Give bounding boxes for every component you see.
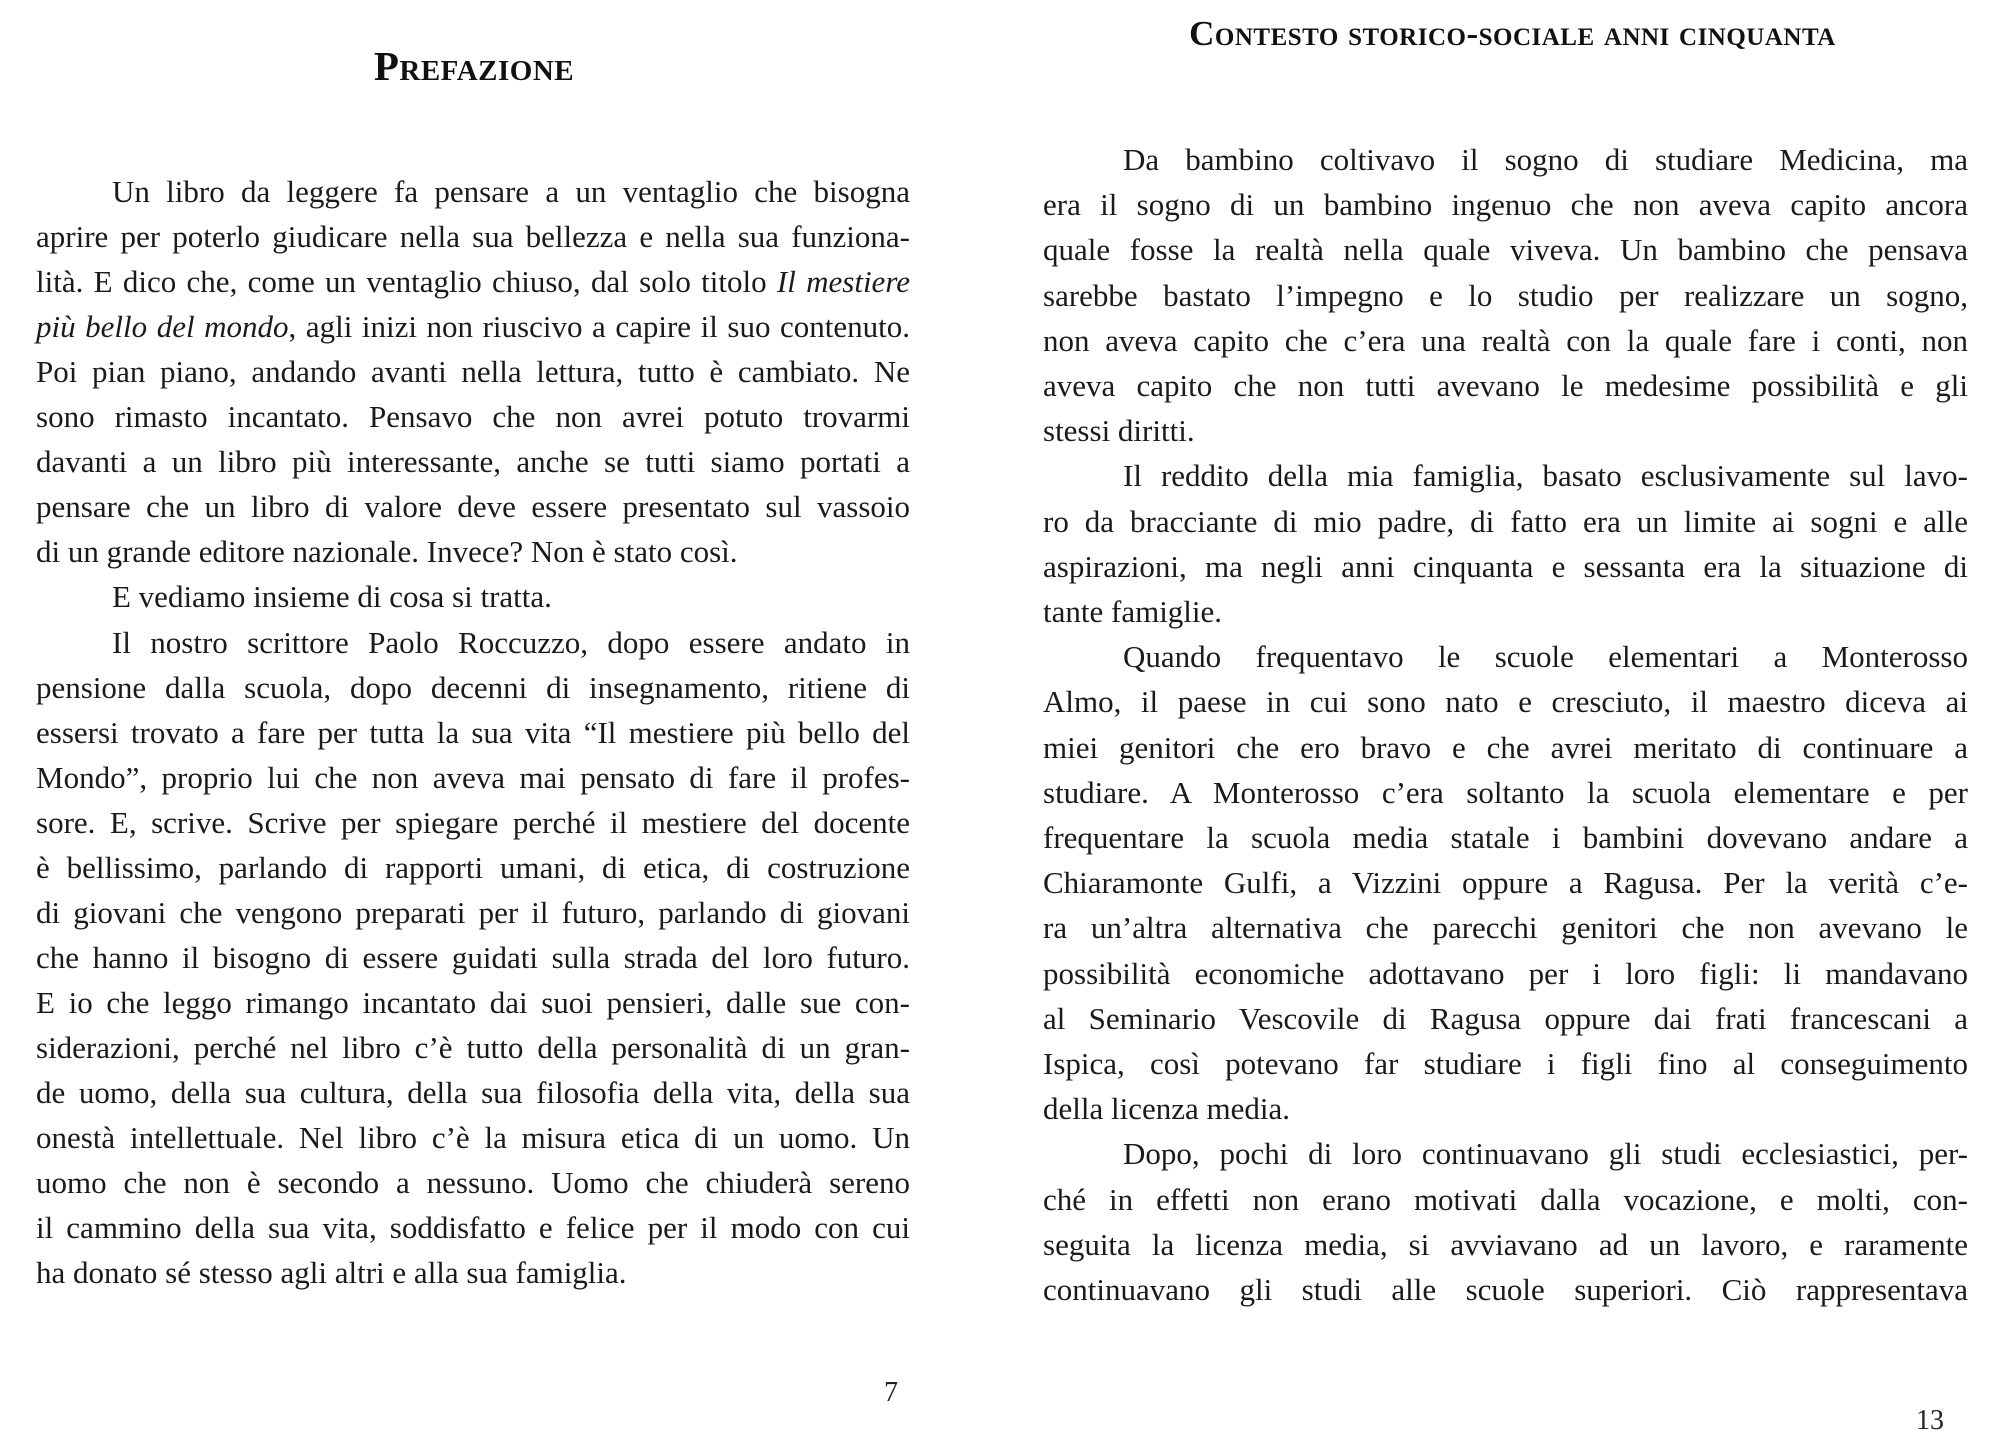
text-line xyxy=(36,893,910,933)
text-line-content: possibilità economiche adottavano per i loro figli: li mandavano xyxy=(1043,955,1968,991)
text-line xyxy=(1043,1089,1968,1129)
text-line xyxy=(36,713,910,753)
text-line xyxy=(36,397,910,437)
text-line xyxy=(36,1163,910,1203)
text-line xyxy=(36,262,910,302)
text-line xyxy=(1043,592,1968,632)
text-line-content: frequentare la scuola media statale i bambini dovevano andare a xyxy=(1043,820,1968,855)
text-line xyxy=(36,217,910,257)
chapter-heading-prefazione: Prefazione xyxy=(373,43,575,89)
text-line-content: seguita la licenza media, si avviavano ad un lavoro, e raramente xyxy=(1043,1226,1968,1262)
text-line-content: Poi pian piano, andando avanti nella lettura, tutto è cambiato. Ne xyxy=(36,354,910,390)
text-line-content: aprire per poterlo giudicare nella sua bellezza e nella sua funziona- xyxy=(36,219,910,255)
text-line xyxy=(1123,1134,1968,1174)
text-line xyxy=(1043,366,1968,406)
text-line-content: ra un’altra alternativa che parecchi genitori che non avevano le xyxy=(1043,910,1968,946)
text-line-content: Il reddito della mia famiglia, basato esclusivamente sul lavo- xyxy=(1123,458,1968,494)
text-line-content: aveva capito che non tutti avevano le medesime possibilità e gli xyxy=(1043,368,1968,403)
text-line-content: di giovani che vengono preparati per il futuro, parlando di giovani xyxy=(36,894,910,930)
text-line xyxy=(1043,547,1968,587)
text-line xyxy=(36,1118,910,1158)
text-line-content: Almo, il paese in cui sono nato e cresciuto, il maestro diceva ai xyxy=(1043,684,1968,720)
text-line-content: essersi trovato a fare per tutta la sua vita “Il mestiere più bello del xyxy=(36,714,910,750)
page-number-left: 7 xyxy=(884,1377,898,1408)
text-line-content: miei genitori che ero bravo e che avrei meritato di continuare a xyxy=(1043,729,1968,765)
text-line xyxy=(1043,773,1968,813)
text-line xyxy=(36,668,910,708)
text-line xyxy=(1043,1270,1968,1310)
text-line-content: Chiaramonte Gulfi, a Vizzini oppure a Ragusa. Per la verità c’e- xyxy=(1043,865,1968,901)
text-line xyxy=(112,172,910,212)
text-line xyxy=(1043,185,1968,225)
text-line xyxy=(36,1073,910,1113)
text-line xyxy=(1043,863,1968,903)
text-line-content: ché in effetti non erano motivati dalla vocazione, e molti, con- xyxy=(1043,1181,1968,1217)
book-title-italic: più bello del mondo xyxy=(36,309,289,345)
text-line-content: Dopo, pochi di loro continuavano gli studi ecclesiastici, per- xyxy=(1123,1136,1968,1172)
text-line-content: di un grande editore nazionale. Invece? Non è stato così. xyxy=(36,534,738,570)
text-line xyxy=(1043,728,1968,768)
text-line xyxy=(36,307,910,347)
text-line xyxy=(36,758,910,798)
text-line xyxy=(36,532,910,572)
text-line-content: non aveva capito che c’era una realtà con la quale fare i conti, non xyxy=(1043,322,1968,358)
text-line-content: Quando frequentavo le scuole elementari a Monterosso xyxy=(1123,639,1968,675)
text-line-content: Il nostro scrittore Paolo Roccuzzo, dopo essere andato in xyxy=(112,624,910,660)
text-line xyxy=(36,1208,910,1248)
text-line-content: uomo che non è secondo a nessuno. Uomo che chiuderà sereno xyxy=(36,1165,910,1201)
text-line xyxy=(1043,1225,1968,1265)
text-line xyxy=(1043,908,1968,948)
text-line-content: Ispica, così potevano far studiare i figli fino al conseguimento xyxy=(1043,1046,1968,1081)
text-line-content: E vediamo insieme di cosa si tratta. xyxy=(112,579,552,615)
text-line-content: il cammino della sua vita, soddisfatto e felice per il modo con cui xyxy=(36,1210,910,1246)
text-line xyxy=(112,577,910,617)
text-line xyxy=(1043,1180,1968,1220)
text-line-content: che hanno il bisogno di essere guidati sulla strada del loro futuro. xyxy=(36,939,910,975)
text-line xyxy=(36,1028,910,1068)
text-line-content: lità. E dico che, come un ventaglio chiuso, dal solo titolo xyxy=(36,264,777,300)
text-line-content: E io che leggo rimango incantato dai suoi pensieri, dalle sue con- xyxy=(36,984,910,1020)
text-line xyxy=(36,442,910,482)
text-line xyxy=(1043,321,1968,361)
text-line-content: stessi diritti. xyxy=(1043,413,1195,449)
text-line-content: de uomo, della sua cultura, della sua filosofia della vita, della sua xyxy=(36,1075,910,1110)
text-line xyxy=(1123,140,1968,180)
text-line-content: Da bambino coltivavo il sogno di studiare Medicina, ma xyxy=(1123,142,1968,177)
text-line-content: tante famiglie. xyxy=(1043,594,1223,629)
text-line xyxy=(1043,682,1968,722)
text-line-content: pensione dalla scuola, dopo decenni di insegnamento, ritiene di xyxy=(36,669,910,705)
text-line xyxy=(1043,230,1968,270)
text-line-content: quale fosse la realtà nella quale viveva. Un bambino che pensava xyxy=(1043,232,1968,268)
text-line xyxy=(1043,999,1968,1039)
text-line xyxy=(36,352,910,392)
text-line xyxy=(36,848,910,888)
text-line xyxy=(1123,456,1968,496)
text-line xyxy=(1123,637,1968,677)
text-line xyxy=(36,983,910,1023)
text-line-content: sono rimasto incantato. Pensavo che non avrei potuto trovarmi xyxy=(36,399,910,435)
text-line xyxy=(1043,411,1968,451)
text-line xyxy=(36,938,910,978)
text-line-content: siderazioni, perché nel libro c’è tutto della personalità di un gran- xyxy=(36,1029,910,1065)
text-line-content: al Seminario Vescovile di Ragusa oppure dai frati francescani a xyxy=(1043,1000,1968,1036)
text-line xyxy=(1043,954,1968,994)
text-line xyxy=(1043,502,1968,542)
text-line xyxy=(36,487,910,527)
text-line-content: è bellissimo, parlando di rapporti umani, di etica, di costruzione xyxy=(36,849,910,885)
text-line xyxy=(112,623,910,663)
left-page xyxy=(0,0,1000,1425)
text-line xyxy=(1043,818,1968,858)
page-number-right: 13 xyxy=(1916,1405,1944,1436)
text-line-content: studiare. A Monterosso c’era soltanto la scuola elementare e per xyxy=(1043,774,1968,810)
text-line-content: davanti a un libro più interessante, anche se tutti siamo portati a xyxy=(36,444,910,480)
text-line-content: era il sogno di un bambino ingenuo che non aveva capito ancora xyxy=(1043,187,1968,223)
text-line-content: aspirazioni, ma negli anni cinquanta e sessanta era la situazione di xyxy=(1043,548,1968,584)
text-line-content: onestà intellettuale. Nel libro c’è la misura etica di un uomo. Un xyxy=(36,1120,910,1156)
text-line xyxy=(36,803,910,843)
text-line-content: pensare che un libro di valore deve essere presentato sul vassoio xyxy=(36,489,910,525)
text-line-content: sore. E, scrive. Scrive per spiegare perché il mestiere del docente xyxy=(36,804,910,840)
text-line-content: Un libro da leggere fa pensare a un ventaglio che bisogna xyxy=(112,174,910,209)
text-line-content: ha donato sé stesso agli altri e alla sua famiglia. xyxy=(36,1255,627,1291)
text-line-content: , agli inizi non riuscivo a capire il suo contenuto. xyxy=(288,309,910,345)
chapter-heading-contesto: Contesto storico-sociale anni cinquanta xyxy=(1189,14,1836,53)
text-line xyxy=(36,1253,910,1293)
text-line-content: ro da bracciante di mio padre, di fatto era un limite ai sogni e alle xyxy=(1043,503,1968,539)
right-page xyxy=(1000,0,2000,1436)
text-line-content: continuavano gli studi alle scuole superiori. Ciò rappresentava xyxy=(1043,1272,1968,1307)
text-line-content: Mondo”, proprio lui che non aveva mai pensato di fare il profes- xyxy=(36,759,910,795)
book-title-italic: Il mestiere xyxy=(776,264,910,300)
text-line-content: sarebbe bastato l’impegno e lo studio per realizzare un sogno, xyxy=(1043,277,1968,313)
text-line-content: della licenza media. xyxy=(1043,1091,1291,1127)
text-line xyxy=(1043,276,1968,316)
text-line xyxy=(1043,1044,1968,1084)
